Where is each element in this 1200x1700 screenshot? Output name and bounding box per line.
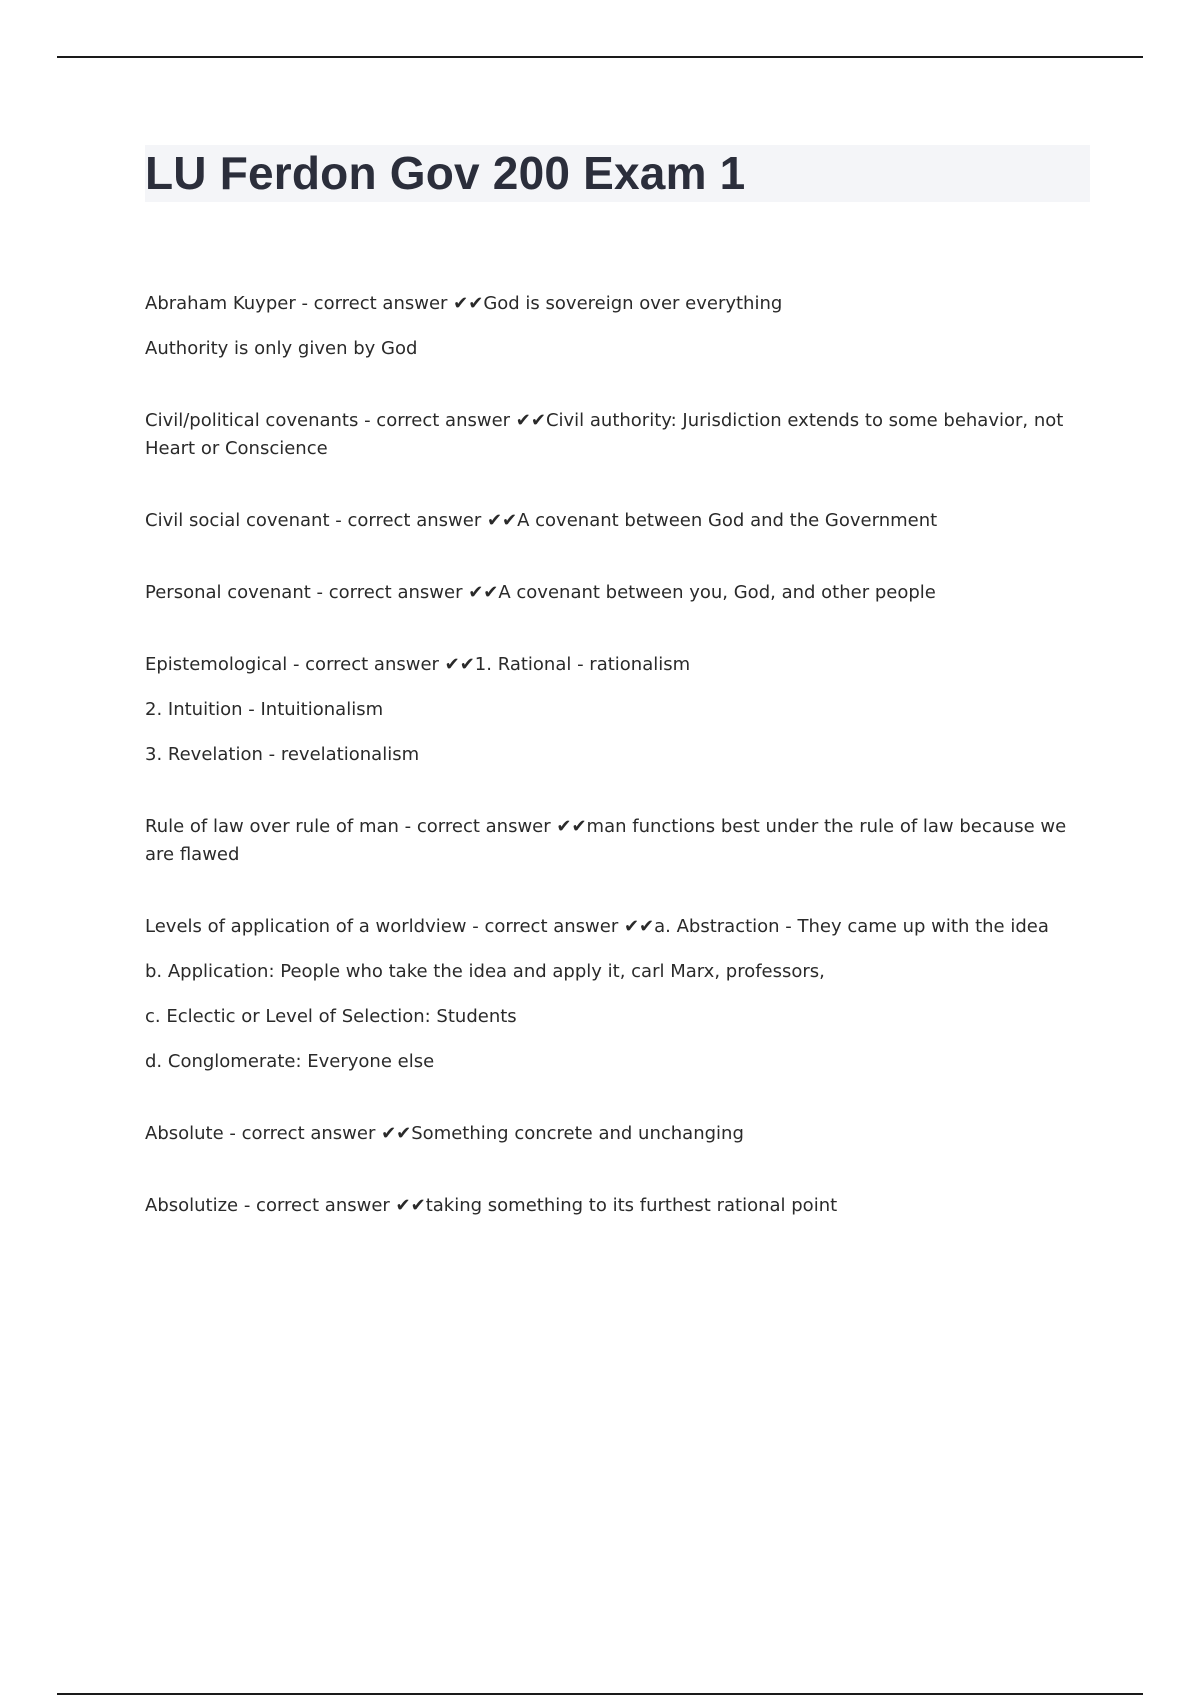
flashcard-entry	[145, 579, 1090, 607]
flashcard-list	[145, 290, 1090, 1264]
entry-line: Civil/political covenants - correct answer ✔✔Civil authority: Jurisdiction extends to some behavior, not Heart or Conscience	[145, 410, 1064, 459]
entry-line: b. Application: People who take the idea and apply it, carl Marx, professors,	[145, 961, 825, 982]
flashcard-entry	[145, 407, 1090, 463]
entry-line: c. Eclectic or Level of Selection: Students	[145, 1006, 517, 1027]
flashcard-entry	[145, 1120, 1090, 1148]
entry-line: Abraham Kuyper - correct answer ✔✔God is sovereign over everything	[145, 293, 783, 314]
entry-line: Civil social covenant - correct answer ✔✔A covenant between God and the Government	[145, 510, 938, 531]
entry-line: Rule of law over rule of man - correct answer ✔✔man functions best under the rule of law because we are flawed	[145, 816, 1067, 865]
entry-line: Absolutize - correct answer ✔✔taking something to its furthest rational point	[145, 1195, 838, 1216]
entry-line: Absolute - correct answer ✔✔Something concrete and unchanging	[145, 1123, 744, 1144]
entry-line: Personal covenant - correct answer ✔✔A covenant between you, God, and other people	[145, 582, 936, 603]
entry-line: 2. Intuition - Intuitionalism	[145, 699, 384, 720]
flashcard-entry	[145, 507, 1090, 535]
flashcard-entry	[145, 651, 1090, 769]
document-title: LU Ferdon Gov 200 Exam 1	[145, 147, 746, 199]
entry-line: Epistemological - correct answer ✔✔1. Rational - rationalism	[145, 654, 691, 675]
entry-line: Levels of application of a worldview - correct answer ✔✔a. Abstraction - They came up with the idea	[145, 916, 1049, 937]
flashcard-entry	[145, 913, 1090, 1076]
flashcard-entry	[145, 290, 1090, 363]
entry-line: d. Conglomerate: Everyone else	[145, 1051, 435, 1072]
footer-divider	[57, 1693, 1143, 1695]
flashcard-entry	[145, 813, 1090, 869]
header-divider	[57, 56, 1143, 58]
flashcard-entry	[145, 1192, 1090, 1220]
title-banner	[145, 145, 1090, 202]
entry-line: Authority is only given by God	[145, 338, 418, 359]
entry-line: 3. Revelation - revelationalism	[145, 744, 420, 765]
